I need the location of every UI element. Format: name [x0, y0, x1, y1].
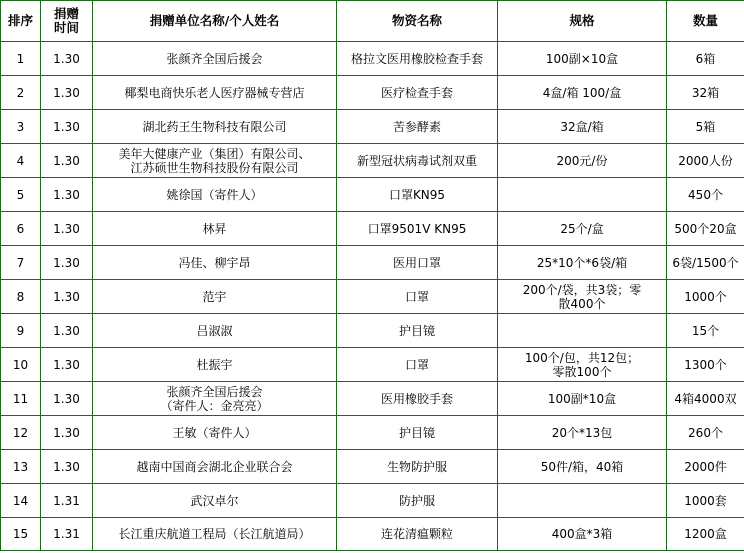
cell-spec[interactable]: 50件/箱，40箱 — [498, 450, 667, 484]
cell-spec[interactable]: 100个/包，共12包； 零散100个 — [498, 348, 667, 382]
table-row — [1, 246, 744, 280]
cell-item[interactable]: 护目镜 — [337, 416, 498, 450]
table-row — [1, 178, 744, 212]
cell-seq[interactable]: 4 — [1, 144, 41, 178]
cell-spec[interactable] — [498, 484, 667, 518]
cell-seq[interactable]: 10 — [1, 348, 41, 382]
cell-donor[interactable]: 林昇 — [93, 212, 337, 246]
cell-spec[interactable]: 200个/袋，共3袋；零 散400个 — [498, 280, 667, 314]
cell-donor[interactable]: 长江重庆航道工程局（长江航道局） — [93, 518, 337, 551]
cell-date[interactable]: 1.30 — [41, 110, 93, 144]
cell-donor[interactable]: 越南中国商会湖北企业联合会 — [93, 450, 337, 484]
cell-qty[interactable]: 2000人份 — [667, 144, 744, 178]
cell-date[interactable]: 1.30 — [41, 212, 93, 246]
table-row — [1, 518, 744, 551]
header-row — [1, 1, 744, 42]
cell-date[interactable]: 1.30 — [41, 246, 93, 280]
cell-donor[interactable]: 杜振宇 — [93, 348, 337, 382]
cell-seq[interactable]: 11 — [1, 382, 41, 416]
cell-date[interactable]: 1.30 — [41, 382, 93, 416]
table-row — [1, 144, 744, 178]
cell-donor[interactable]: 张颜齐全国后援会 — [93, 42, 337, 76]
cell-donor[interactable]: 冯佳、柳宇昂 — [93, 246, 337, 280]
table-row — [1, 110, 744, 144]
cell-spec[interactable]: 4盒/箱 100/盒 — [498, 76, 667, 110]
cell-seq[interactable]: 8 — [1, 280, 41, 314]
cell-item[interactable]: 生物防护服 — [337, 450, 498, 484]
table-row — [1, 416, 744, 450]
table-row — [1, 212, 744, 246]
cell-seq[interactable]: 2 — [1, 76, 41, 110]
table-row — [1, 314, 744, 348]
cell-qty[interactable]: 1300个 — [667, 348, 744, 382]
cell-donor[interactable]: 范宇 — [93, 280, 337, 314]
table-row — [1, 348, 744, 382]
cell-donor[interactable]: 湖北药王生物科技有限公司 — [93, 110, 337, 144]
cell-item[interactable]: 医用口罩 — [337, 246, 498, 280]
cell-date[interactable]: 1.30 — [41, 42, 93, 76]
cell-qty[interactable]: 6箱 — [667, 42, 744, 76]
table-row — [1, 280, 744, 314]
cell-qty[interactable]: 15个 — [667, 314, 744, 348]
cell-seq[interactable]: 3 — [1, 110, 41, 144]
cell-item[interactable]: 医疗检查手套 — [337, 76, 498, 110]
cell-spec[interactable]: 25*10个*6袋/箱 — [498, 246, 667, 280]
cell-qty[interactable]: 450个 — [667, 178, 744, 212]
cell-qty[interactable]: 1000套 — [667, 484, 744, 518]
cell-spec[interactable]: 100副*10盒 — [498, 382, 667, 416]
cell-seq[interactable]: 7 — [1, 246, 41, 280]
cell-qty[interactable]: 32箱 — [667, 76, 744, 110]
cell-qty[interactable]: 260个 — [667, 416, 744, 450]
cell-donor[interactable]: 椰梨电商快乐老人医疗器械专营店 — [93, 76, 337, 110]
cell-date[interactable]: 1.30 — [41, 450, 93, 484]
table-row — [1, 42, 744, 76]
cell-seq[interactable]: 9 — [1, 314, 41, 348]
cell-spec[interactable]: 32盒/箱 — [498, 110, 667, 144]
cell-donor[interactable]: 武汉卓尔 — [93, 484, 337, 518]
cell-spec[interactable]: 400盒*3箱 — [498, 518, 667, 551]
cell-date[interactable]: 1.30 — [41, 280, 93, 314]
header-item[interactable]: 物资名称 — [337, 1, 498, 42]
cell-seq[interactable]: 15 — [1, 518, 41, 551]
header-qty[interactable]: 数量 — [667, 1, 744, 42]
table-row — [1, 76, 744, 110]
cell-qty[interactable]: 4箱4000双 — [667, 382, 744, 416]
cell-qty[interactable]: 2000件 — [667, 450, 744, 484]
cell-item[interactable]: 医用橡胶手套 — [337, 382, 498, 416]
cell-item[interactable]: 新型冠状病毒试剂双重 — [337, 144, 498, 178]
cell-item[interactable]: 格拉文医用橡胶检查手套 — [337, 42, 498, 76]
cell-seq[interactable]: 14 — [1, 484, 41, 518]
cell-item[interactable]: 口罩9501V KN95 — [337, 212, 498, 246]
cell-spec[interactable]: 25个/盒 — [498, 212, 667, 246]
cell-donor[interactable]: 王敏（寄件人） — [93, 416, 337, 450]
header-date[interactable]: 捐赠 时间 — [41, 1, 93, 42]
cell-date[interactable]: 1.30 — [41, 144, 93, 178]
header-spec[interactable]: 规格 — [498, 1, 667, 42]
cell-qty[interactable]: 500个20盒 — [667, 212, 744, 246]
cell-item[interactable]: 连花清瘟颗粒 — [337, 518, 498, 551]
cell-qty[interactable]: 5箱 — [667, 110, 744, 144]
cell-qty[interactable]: 1200盒 — [667, 518, 744, 551]
cell-donor[interactable]: 美年大健康产业（集团）有限公司、 江苏硕世生物科技股份有限公司 — [93, 144, 337, 178]
cell-item[interactable]: 口罩 — [337, 348, 498, 382]
cell-spec[interactable] — [498, 178, 667, 212]
cell-date[interactable]: 1.30 — [41, 348, 93, 382]
cell-seq[interactable]: 5 — [1, 178, 41, 212]
cell-date[interactable]: 1.31 — [41, 484, 93, 518]
cell-seq[interactable]: 1 — [1, 42, 41, 76]
cell-qty[interactable]: 6袋/1500个 — [667, 246, 744, 280]
cell-item[interactable]: 口罩KN95 — [337, 178, 498, 212]
cell-donor[interactable]: 吕淑淑 — [93, 314, 337, 348]
cell-date[interactable]: 1.30 — [41, 416, 93, 450]
cell-seq[interactable]: 6 — [1, 212, 41, 246]
cell-item[interactable]: 口罩 — [337, 280, 498, 314]
cell-date[interactable]: 1.30 — [41, 314, 93, 348]
cell-donor[interactable]: 姚徐国（寄件人） — [93, 178, 337, 212]
cell-item[interactable]: 防护服 — [337, 484, 498, 518]
cell-seq[interactable]: 13 — [1, 450, 41, 484]
table-row — [1, 450, 744, 484]
cell-date[interactable]: 1.30 — [41, 76, 93, 110]
cell-qty[interactable]: 1000个 — [667, 280, 744, 314]
table-row — [1, 382, 744, 416]
header-seq[interactable]: 排序 — [1, 1, 41, 42]
table-row — [1, 484, 744, 518]
cell-seq[interactable]: 12 — [1, 416, 41, 450]
cell-spec[interactable] — [498, 314, 667, 348]
cell-spec[interactable]: 100副×10盒 — [498, 42, 667, 76]
cell-item[interactable]: 苦参酵素 — [337, 110, 498, 144]
cell-donor[interactable]: 张颜齐全国后援会 （寄件人：金亮亮） — [93, 382, 337, 416]
cell-spec[interactable]: 200元/份 — [498, 144, 667, 178]
cell-item[interactable]: 护目镜 — [337, 314, 498, 348]
header-donor[interactable]: 捐赠单位名称/个人姓名 — [93, 1, 337, 42]
cell-date[interactable]: 1.31 — [41, 518, 93, 551]
cell-date[interactable]: 1.30 — [41, 178, 93, 212]
cell-spec[interactable]: 20个*13包 — [498, 416, 667, 450]
